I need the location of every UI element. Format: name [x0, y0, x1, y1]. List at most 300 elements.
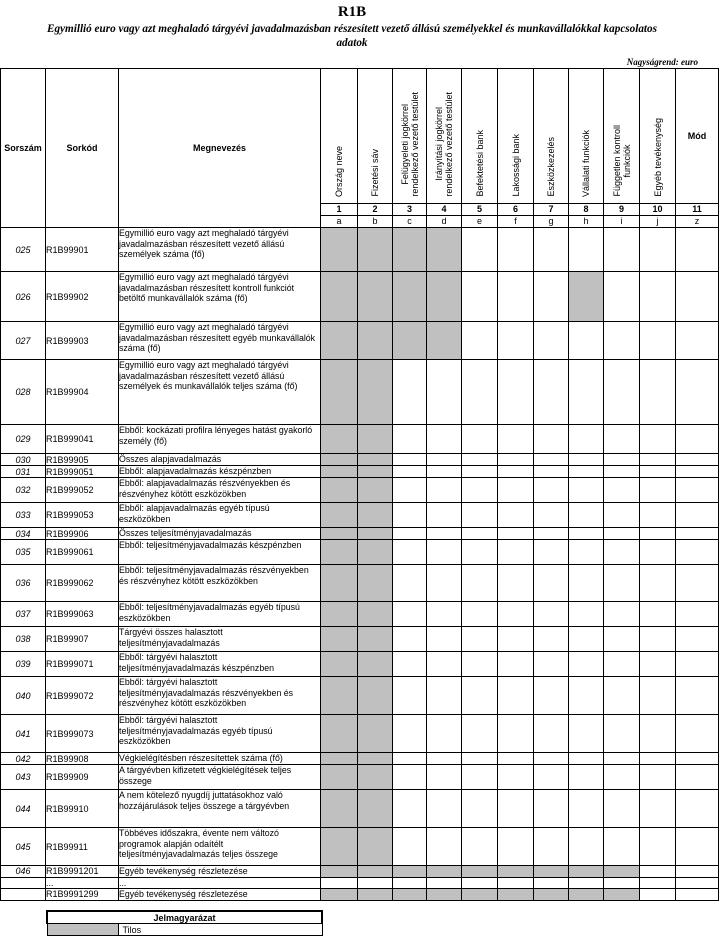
input-cell[interactable] — [569, 715, 604, 753]
input-cell[interactable] — [427, 627, 462, 652]
input-cell[interactable] — [498, 627, 534, 652]
input-cell[interactable] — [640, 790, 676, 828]
row-megnevezes: Végkielégítésben részesítettek száma (fő) — [119, 753, 321, 765]
row-sorkod: R1B99901 — [46, 228, 119, 272]
input-cell[interactable] — [676, 652, 719, 677]
forbidden-cell — [321, 602, 358, 627]
input-cell[interactable] — [640, 765, 676, 790]
input-cell[interactable] — [640, 503, 676, 528]
input-cell[interactable] — [569, 322, 604, 360]
input-cell[interactable] — [393, 540, 427, 565]
input-cell[interactable] — [676, 877, 719, 889]
input-cell[interactable] — [534, 790, 569, 828]
input-cell[interactable] — [462, 425, 498, 454]
input-cell[interactable] — [427, 565, 462, 602]
input-cell[interactable] — [498, 466, 534, 478]
table-row — [1, 602, 719, 627]
col-letter: z — [676, 216, 719, 228]
input-cell[interactable] — [462, 652, 498, 677]
row-sorszam: 026 — [1, 272, 46, 322]
input-cell[interactable] — [640, 866, 676, 878]
input-cell[interactable] — [498, 790, 534, 828]
forbidden-cell — [358, 602, 393, 627]
input-cell[interactable] — [534, 765, 569, 790]
input-cell[interactable] — [640, 652, 676, 677]
input-cell[interactable] — [462, 478, 498, 503]
forbidden-cell — [358, 425, 393, 454]
forbidden-cell — [358, 322, 393, 360]
forbidden-cell — [498, 889, 534, 901]
input-cell[interactable] — [569, 602, 604, 627]
input-cell[interactable] — [640, 360, 676, 425]
table-row — [1, 828, 719, 866]
col-number: 2 — [358, 204, 393, 216]
input-cell[interactable] — [427, 528, 462, 540]
row-megnevezes: Ebből: tárgyévi halasztott teljesítményjavadalmazás készpénzben — [119, 652, 321, 677]
table-row — [1, 454, 719, 466]
input-cell[interactable] — [534, 228, 569, 272]
input-cell[interactable] — [534, 753, 569, 765]
input-cell[interactable] — [676, 753, 719, 765]
table-row — [1, 360, 719, 425]
row-sorszam: 046 — [1, 866, 46, 878]
input-cell[interactable] — [604, 272, 640, 322]
input-cell[interactable] — [393, 425, 427, 454]
input-cell[interactable] — [676, 677, 719, 715]
input-cell[interactable] — [534, 565, 569, 602]
input-cell[interactable] — [676, 565, 719, 602]
input-cell[interactable] — [393, 765, 427, 790]
input-cell[interactable] — [462, 753, 498, 765]
table-row — [1, 753, 719, 765]
table-row — [1, 889, 719, 901]
input-cell[interactable] — [676, 528, 719, 540]
row-sorszam: 039 — [1, 652, 46, 677]
table-row — [1, 715, 719, 753]
input-cell[interactable] — [462, 677, 498, 715]
input-cell[interactable] — [604, 790, 640, 828]
forbidden-cell — [427, 228, 462, 272]
input-cell[interactable] — [676, 466, 719, 478]
row-sorkod: R1B9991201 — [46, 866, 119, 878]
col-letter: c — [393, 216, 427, 228]
forbidden-cell — [358, 753, 393, 765]
input-cell[interactable] — [640, 528, 676, 540]
input-cell[interactable] — [604, 503, 640, 528]
input-cell[interactable] — [462, 828, 498, 866]
header-col-label: Lakossági bank — [510, 134, 521, 197]
col-letter: f — [498, 216, 534, 228]
col-number: 7 — [534, 204, 569, 216]
input-cell[interactable] — [393, 466, 427, 478]
input-cell[interactable] — [427, 677, 462, 715]
forbidden-cell — [534, 889, 569, 901]
table-row — [1, 528, 719, 540]
input-cell[interactable] — [427, 540, 462, 565]
forbidden-cell — [358, 272, 393, 322]
input-cell[interactable] — [498, 715, 534, 753]
input-cell[interactable] — [640, 602, 676, 627]
input-cell[interactable] — [462, 503, 498, 528]
input-cell[interactable] — [604, 677, 640, 715]
row-sorszam — [1, 877, 46, 889]
input-cell[interactable] — [604, 602, 640, 627]
input-cell[interactable] — [393, 790, 427, 828]
input-cell[interactable] — [640, 753, 676, 765]
input-cell[interactable] — [569, 228, 604, 272]
row-sorkod: R1B999041 — [46, 425, 119, 454]
input-cell[interactable] — [393, 715, 427, 753]
input-cell[interactable] — [604, 466, 640, 478]
input-cell[interactable] — [498, 528, 534, 540]
input-cell[interactable] — [640, 272, 676, 322]
input-cell[interactable] — [604, 540, 640, 565]
col-letter: a — [321, 216, 358, 228]
input-cell[interactable] — [676, 228, 719, 272]
row-sorszam: 040 — [1, 677, 46, 715]
row-sorkod: R1B999071 — [46, 652, 119, 677]
input-cell[interactable] — [676, 627, 719, 652]
input-cell[interactable] — [393, 503, 427, 528]
col-letter: b — [358, 216, 393, 228]
header-col-label: Ország neve — [334, 145, 344, 197]
forbidden-cell — [321, 360, 358, 425]
input-cell[interactable] — [393, 652, 427, 677]
input-cell[interactable] — [321, 877, 358, 889]
input-cell[interactable] — [358, 877, 393, 889]
input-cell[interactable] — [498, 652, 534, 677]
input-cell[interactable] — [498, 272, 534, 322]
forbidden-cell — [393, 889, 427, 901]
input-cell[interactable] — [393, 677, 427, 715]
input-cell[interactable] — [676, 478, 719, 503]
input-cell[interactable] — [534, 540, 569, 565]
input-cell[interactable] — [569, 540, 604, 565]
input-cell[interactable] — [393, 877, 427, 889]
input-cell[interactable] — [462, 322, 498, 360]
input-cell[interactable] — [640, 877, 676, 889]
input-cell[interactable] — [676, 828, 719, 866]
input-cell[interactable] — [498, 540, 534, 565]
input-cell[interactable] — [604, 828, 640, 866]
input-cell[interactable] — [462, 540, 498, 565]
header-col-label: Fizetési sáv — [370, 149, 380, 197]
input-cell[interactable] — [604, 753, 640, 765]
forbidden-cell — [321, 565, 358, 602]
forbidden-cell — [427, 272, 462, 322]
input-cell[interactable] — [498, 677, 534, 715]
input-cell[interactable] — [393, 828, 427, 866]
input-cell[interactable] — [640, 322, 676, 360]
input-cell[interactable] — [604, 425, 640, 454]
input-cell[interactable] — [604, 360, 640, 425]
col-number: 9 — [604, 204, 640, 216]
row-sorszam: 044 — [1, 790, 46, 828]
input-cell[interactable] — [462, 877, 498, 889]
input-cell[interactable] — [462, 715, 498, 753]
forbidden-cell — [569, 866, 604, 878]
row-sorszam: 032 — [1, 478, 46, 503]
row-sorszam: 036 — [1, 565, 46, 602]
input-cell[interactable] — [569, 627, 604, 652]
row-sorkod: R1B999052 — [46, 478, 119, 503]
row-sorkod: R1B99908 — [46, 753, 119, 765]
input-cell[interactable] — [676, 790, 719, 828]
input-cell[interactable] — [534, 715, 569, 753]
input-cell[interactable] — [427, 602, 462, 627]
legend-title: Jelmagyarázat — [47, 911, 322, 924]
input-cell[interactable] — [427, 360, 462, 425]
input-cell[interactable] — [427, 454, 462, 466]
row-megnevezes: Ebből: alapjavadalmazás egyéb típusú eszközökben — [119, 503, 321, 528]
input-cell[interactable] — [462, 228, 498, 272]
input-cell[interactable] — [604, 454, 640, 466]
input-cell[interactable] — [427, 652, 462, 677]
input-cell[interactable] — [498, 828, 534, 866]
input-cell[interactable] — [534, 478, 569, 503]
input-cell[interactable] — [498, 454, 534, 466]
row-megnevezes: ... — [119, 877, 321, 889]
input-cell[interactable] — [640, 677, 676, 715]
forbidden-cell — [321, 715, 358, 753]
input-cell[interactable] — [676, 360, 719, 425]
forbidden-cell — [321, 627, 358, 652]
row-sorkod: R1B999051 — [46, 466, 119, 478]
header-col-3 — [393, 69, 427, 204]
input-cell[interactable] — [640, 478, 676, 503]
row-megnevezes: Tárgyévi összes halasztott teljesítményjavadalmazás — [119, 627, 321, 652]
input-cell[interactable] — [462, 765, 498, 790]
forbidden-cell — [321, 503, 358, 528]
input-cell[interactable] — [427, 466, 462, 478]
header-col-label: Befektetési bank — [474, 130, 485, 197]
input-cell[interactable] — [462, 360, 498, 425]
input-cell[interactable] — [534, 652, 569, 677]
input-cell[interactable] — [604, 715, 640, 753]
input-cell[interactable] — [498, 360, 534, 425]
row-megnevezes: Ebből: alapjavadalmazás készpénzben — [119, 466, 321, 478]
table-row — [1, 503, 719, 528]
table-row — [1, 425, 719, 454]
input-cell[interactable] — [462, 454, 498, 466]
row-megnevezes: Egymillió euro vagy azt meghaladó tárgyévi javadalmazásban részesített kontroll funkciót betöltő munkavállalók száma (fő) — [119, 272, 321, 322]
input-cell[interactable] — [604, 627, 640, 652]
input-cell[interactable] — [498, 228, 534, 272]
row-megnevezes: Ebből: tárgyévi halasztott teljesítményjavadalmazás részvényekben és részvényhez kötött eszközökben — [119, 677, 321, 715]
input-cell[interactable] — [640, 454, 676, 466]
input-cell[interactable] — [569, 677, 604, 715]
input-cell[interactable] — [569, 466, 604, 478]
input-cell[interactable] — [569, 528, 604, 540]
input-cell[interactable] — [569, 753, 604, 765]
input-cell[interactable] — [534, 602, 569, 627]
input-cell[interactable] — [427, 503, 462, 528]
input-cell[interactable] — [462, 790, 498, 828]
input-cell[interactable] — [427, 765, 462, 790]
input-cell[interactable] — [640, 228, 676, 272]
forbidden-cell — [358, 466, 393, 478]
input-cell[interactable] — [676, 602, 719, 627]
form-title: R1B — [337, 4, 367, 20]
input-cell[interactable] — [569, 360, 604, 425]
input-cell[interactable] — [498, 877, 534, 889]
input-cell[interactable] — [640, 715, 676, 753]
input-cell[interactable] — [640, 466, 676, 478]
table-row — [1, 478, 719, 503]
input-cell[interactable] — [534, 454, 569, 466]
input-cell[interactable] — [462, 565, 498, 602]
input-cell[interactable] — [393, 753, 427, 765]
forbidden-cell — [321, 765, 358, 790]
input-cell[interactable] — [462, 602, 498, 627]
col-number: 5 — [462, 204, 498, 216]
input-cell[interactable] — [462, 272, 498, 322]
input-cell[interactable] — [640, 889, 676, 901]
input-cell[interactable] — [569, 454, 604, 466]
input-cell[interactable] — [604, 478, 640, 503]
input-cell[interactable] — [498, 765, 534, 790]
header-col-label: Független kontroll funkciók — [611, 125, 632, 197]
input-cell[interactable] — [462, 627, 498, 652]
input-cell[interactable] — [427, 753, 462, 765]
row-megnevezes: A nem kötelező nyugdíj juttatásokhoz való hozzájárulások teljes összege a tárgyévben — [119, 790, 321, 828]
input-cell[interactable] — [498, 503, 534, 528]
forbidden-cell — [498, 866, 534, 878]
row-megnevezes: Egyéb tevékenység részletezése — [119, 889, 321, 901]
input-cell[interactable] — [427, 425, 462, 454]
input-cell[interactable] — [676, 889, 719, 901]
input-cell[interactable] — [569, 478, 604, 503]
input-cell[interactable] — [604, 565, 640, 602]
forbidden-cell — [569, 889, 604, 901]
forbidden-cell — [321, 540, 358, 565]
input-cell[interactable] — [534, 528, 569, 540]
input-cell[interactable] — [393, 602, 427, 627]
input-cell[interactable] — [640, 565, 676, 602]
input-cell[interactable] — [427, 828, 462, 866]
input-cell[interactable] — [393, 454, 427, 466]
header-col-label: Mód — [687, 131, 707, 141]
input-cell[interactable] — [569, 503, 604, 528]
input-cell[interactable] — [676, 866, 719, 878]
input-cell[interactable] — [498, 478, 534, 503]
header-col-11 — [676, 69, 719, 204]
input-cell[interactable] — [498, 565, 534, 602]
input-cell[interactable] — [604, 322, 640, 360]
row-sorkod: R1B999072 — [46, 677, 119, 715]
row-megnevezes: A tárgyévben kifizetett végkielégítések teljes összege — [119, 765, 321, 790]
input-cell[interactable] — [498, 425, 534, 454]
input-cell[interactable] — [569, 652, 604, 677]
input-cell[interactable] — [676, 503, 719, 528]
row-sorszam: 033 — [1, 503, 46, 528]
input-cell[interactable] — [640, 627, 676, 652]
forbidden-cell — [321, 228, 358, 272]
input-cell[interactable] — [640, 425, 676, 454]
input-cell[interactable] — [604, 652, 640, 677]
input-cell[interactable] — [393, 565, 427, 602]
input-cell[interactable] — [534, 360, 569, 425]
row-sorkod: R1B99907 — [46, 627, 119, 652]
input-cell[interactable] — [676, 425, 719, 454]
input-cell[interactable] — [676, 454, 719, 466]
row-sorkod: R1B999053 — [46, 503, 119, 528]
input-cell[interactable] — [427, 715, 462, 753]
input-cell[interactable] — [569, 877, 604, 889]
row-sorkod: R1B99906 — [46, 528, 119, 540]
header-sorkod: Sorkód — [46, 69, 119, 228]
legend-swatch — [47, 924, 118, 936]
input-cell[interactable] — [569, 765, 604, 790]
input-cell[interactable] — [534, 828, 569, 866]
input-cell[interactable] — [427, 478, 462, 503]
input-cell[interactable] — [393, 528, 427, 540]
input-cell[interactable] — [676, 715, 719, 753]
row-sorszam: 030 — [1, 454, 46, 466]
row-megnevezes: Ebből: teljesítményjavadalmazás részvényekben és részvényhez kötött eszközökben — [119, 565, 321, 602]
input-cell[interactable] — [427, 877, 462, 889]
input-cell[interactable] — [604, 765, 640, 790]
input-cell[interactable] — [393, 627, 427, 652]
input-cell[interactable] — [393, 478, 427, 503]
input-cell[interactable] — [534, 466, 569, 478]
input-cell[interactable] — [534, 677, 569, 715]
input-cell[interactable] — [534, 627, 569, 652]
input-cell[interactable] — [462, 528, 498, 540]
input-cell[interactable] — [676, 272, 719, 322]
input-cell[interactable] — [498, 602, 534, 627]
row-sorszam: 037 — [1, 602, 46, 627]
forbidden-cell — [358, 828, 393, 866]
input-cell[interactable] — [569, 565, 604, 602]
input-cell[interactable] — [498, 753, 534, 765]
forbidden-cell — [321, 322, 358, 360]
input-cell[interactable] — [427, 790, 462, 828]
input-cell[interactable] — [604, 877, 640, 889]
header-col-4 — [427, 69, 462, 204]
input-cell[interactable] — [569, 425, 604, 454]
row-sorkod: R1B9991299 — [46, 889, 119, 901]
input-cell[interactable] — [604, 528, 640, 540]
row-sorszam: 041 — [1, 715, 46, 753]
input-cell[interactable] — [393, 360, 427, 425]
header-col-label: Irányítási jogkörrel rendelkező vezető testület — [434, 92, 454, 197]
input-cell[interactable] — [534, 503, 569, 528]
row-sorszam: 028 — [1, 360, 46, 425]
input-cell[interactable] — [534, 877, 569, 889]
forbidden-cell — [358, 454, 393, 466]
row-megnevezes: Ebből: teljesítményjavadalmazás készpénzben — [119, 540, 321, 565]
input-cell[interactable] — [676, 540, 719, 565]
unit-note: Nagyságrend: euro — [626, 57, 698, 67]
input-cell[interactable] — [462, 466, 498, 478]
input-cell[interactable] — [676, 322, 719, 360]
input-cell[interactable] — [498, 322, 534, 360]
input-cell[interactable] — [604, 228, 640, 272]
input-cell[interactable] — [534, 322, 569, 360]
row-megnevezes: Ebből: tárgyévi halasztott teljesítményjavadalmazás egyéb típusú eszközökben — [119, 715, 321, 753]
forbidden-cell — [358, 889, 393, 901]
input-cell[interactable] — [640, 540, 676, 565]
input-cell[interactable] — [534, 425, 569, 454]
input-cell[interactable] — [569, 790, 604, 828]
row-megnevezes: Ebből: alapjavadalmazás részvényekben és részvényhez kötött eszközökben — [119, 478, 321, 503]
input-cell[interactable] — [676, 765, 719, 790]
input-cell[interactable] — [569, 828, 604, 866]
input-cell[interactable] — [534, 272, 569, 322]
forbidden-cell — [321, 889, 358, 901]
input-cell[interactable] — [640, 828, 676, 866]
